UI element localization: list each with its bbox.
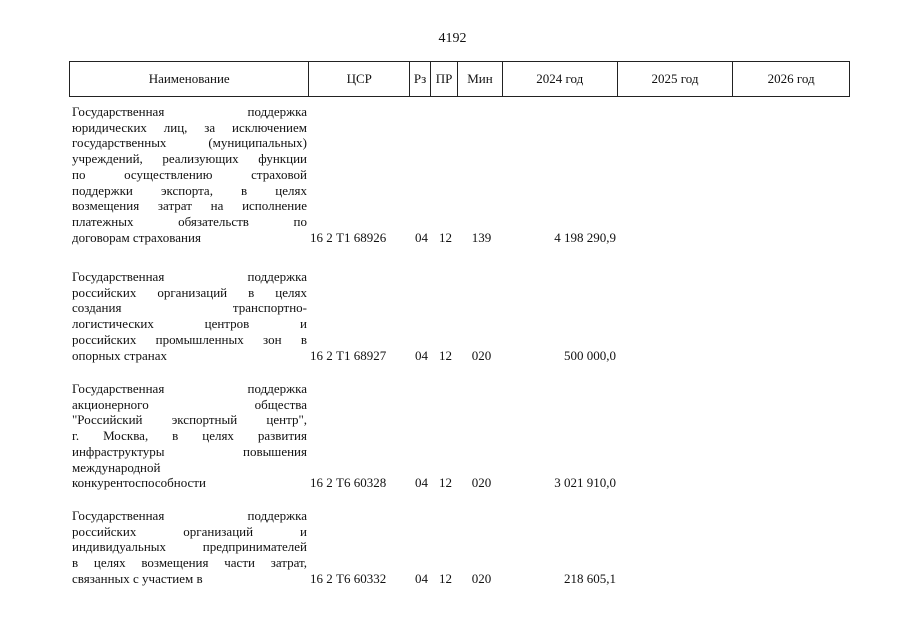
row-name-line: инфраструктуры повышения [72,443,307,459]
header-min: Мин [458,62,503,96]
row-name-line: государственных (муниципальных) [72,135,307,151]
row-name-line: опорных странах [72,347,168,363]
row-name-line: связанных с участием в [72,570,203,586]
row-csr: 16 2 Т6 60328 [310,475,387,491]
row-name [72,381,307,491]
row-name-line: поддержки экспорта, в целях [72,182,307,198]
row-name-line: учреждений, реализующих функции [72,151,307,167]
row-min: 020 [471,347,492,363]
header-2025: 2025 год [618,62,734,96]
row-rz: 04 [415,347,428,363]
row-amount-2024: 4 198 290,9 [554,229,616,245]
table-row [69,104,850,245]
row-name-line: платежных обязательств по [72,213,307,229]
row-rz: 04 [415,475,428,491]
table-header [69,61,850,97]
row-name-line: логистических центров и [72,316,307,332]
row-name-line: индивидуальных предпринимателей [72,539,307,555]
page-number: 4192 [438,31,467,46]
row-name-line: г. Москва, в целях развития [72,428,307,444]
row-name-line: "Российский экспортный центр", [72,412,307,428]
header-2024: 2024 год [503,62,618,96]
row-name-line: российских организаций в целях [72,284,307,300]
row-min: 020 [471,475,492,491]
row-name-line: Государственная поддержка [72,508,307,523]
header-2026: 2026 год [767,71,815,86]
row-name-line: создания транспортно- [72,300,307,316]
table-row [69,381,850,491]
row-name [72,269,307,363]
row-name-line: Государственная поддержка [72,104,307,119]
row-min: 020 [471,570,492,586]
row-name-line: в целях возмещения части затрат, [72,555,307,571]
row-name-line: российских организаций и [72,523,307,539]
row-name-line: по осуществлению страховой [72,166,307,182]
row-name-line: договорам страхования [72,229,201,245]
row-rz: 04 [415,570,428,586]
row-pr: 12 [439,475,452,491]
row-min: 139 [471,229,492,245]
row-name-line: возмещения затрат на исполнение [72,198,307,214]
header-csr: ЦСР [309,62,410,96]
row-csr: 16 2 Т1 68926 [310,229,387,245]
row-pr: 12 [439,347,452,363]
header-pr: ПР [431,62,458,96]
row-name-line: Государственная поддержка [72,269,307,284]
row-name-line: конкурентоспособности [72,475,206,491]
row-name-line: юридических лиц, за исключением [72,119,307,135]
row-pr: 12 [439,229,452,245]
header-name: Наименование [70,62,309,96]
row-name-line: международной [72,459,161,475]
row-amount-2024: 500 000,0 [564,347,616,363]
row-name [72,508,307,587]
row-amount-2024: 218 605,1 [564,570,616,586]
table-row [69,269,850,363]
row-pr: 12 [439,570,452,586]
table-row [69,508,850,587]
row-name-line: Государственная поддержка [72,381,307,396]
row-name-line: российских промышленных зон в [72,331,307,347]
row-name-line: акционерного общества [72,396,307,412]
header-rz: Рз [410,62,431,96]
row-rz: 04 [415,229,428,245]
row-amount-2024: 3 021 910,0 [554,475,616,491]
row-name [72,104,307,245]
row-csr: 16 2 Т1 68927 [310,347,387,363]
row-csr: 16 2 Т6 60332 [310,570,387,586]
